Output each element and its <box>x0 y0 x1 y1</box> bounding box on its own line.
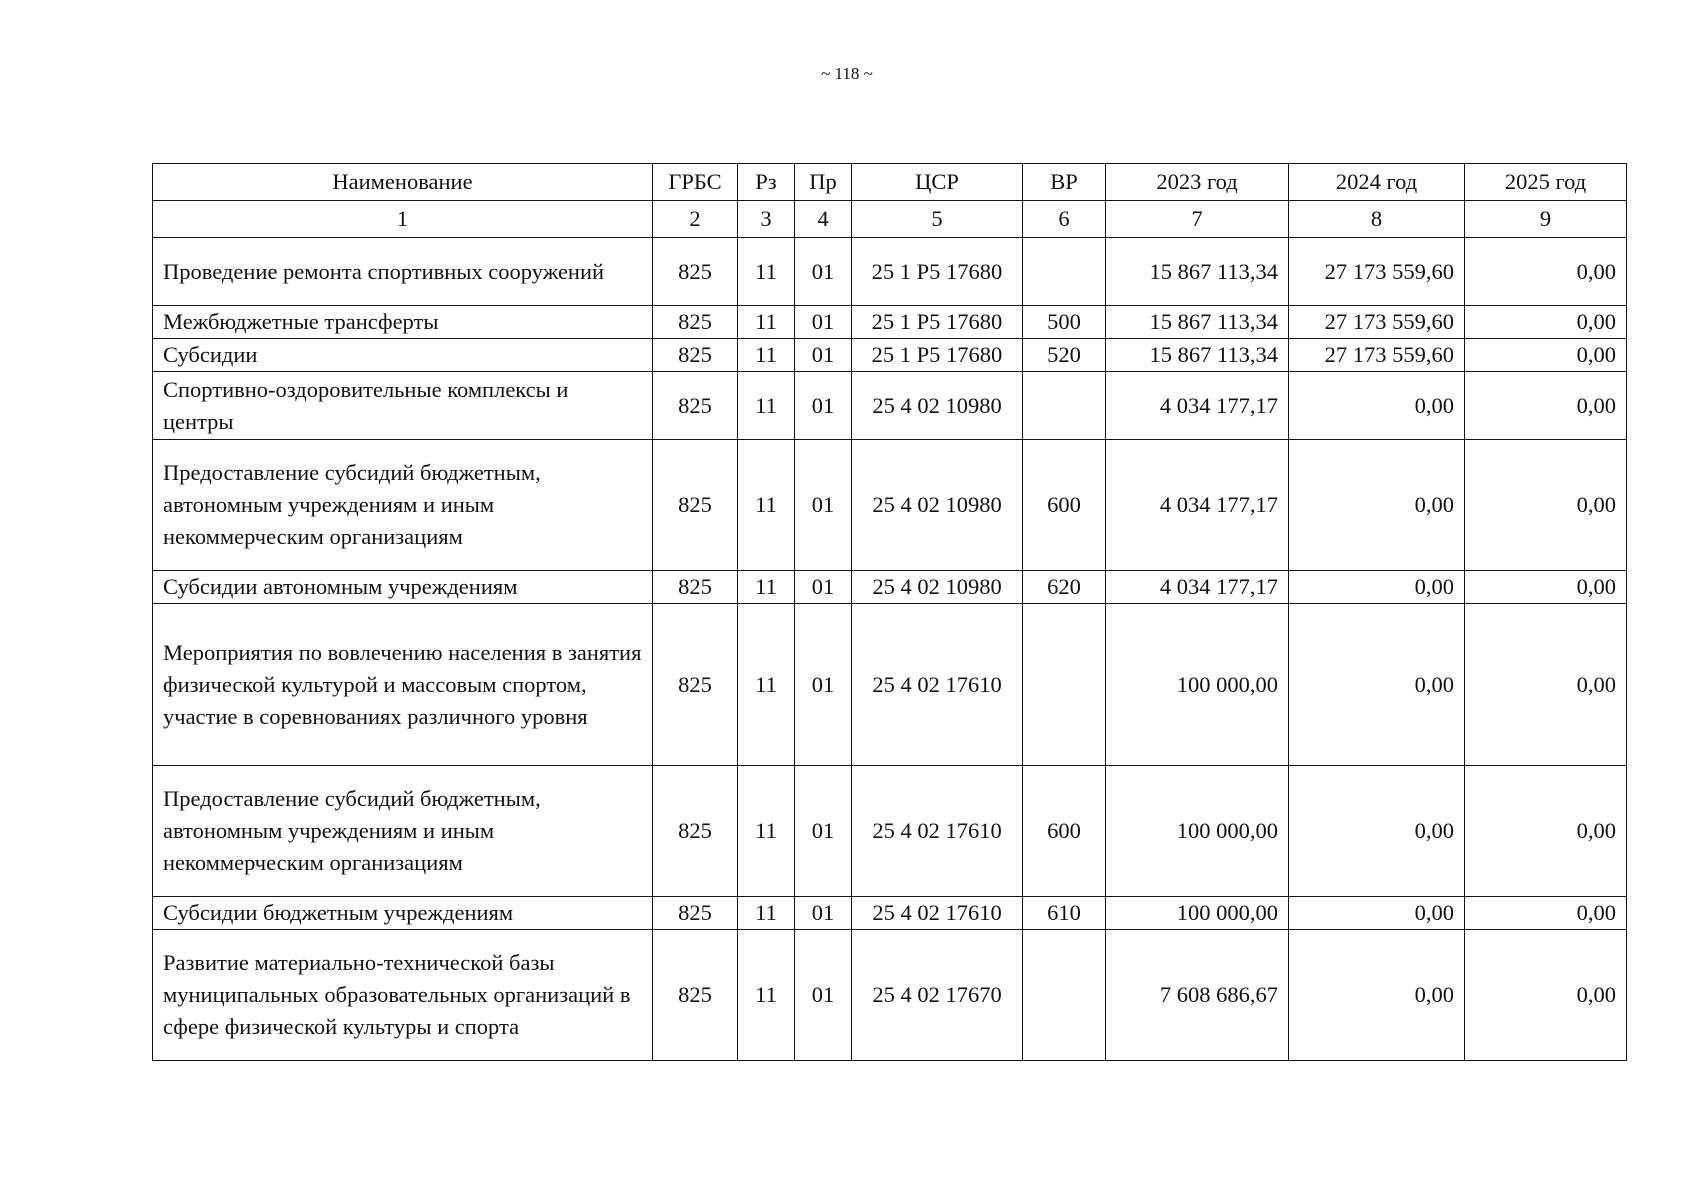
row-2023: 4 034 177,17 <box>1106 571 1289 604</box>
row-2025: 0,00 <box>1465 930 1627 1061</box>
row-2023: 100 000,00 <box>1106 897 1289 930</box>
row-2025: 0,00 <box>1465 440 1627 571</box>
row-2024: 27 173 559,60 <box>1289 238 1465 306</box>
row-pr: 01 <box>795 571 852 604</box>
row-2023: 100 000,00 <box>1106 766 1289 897</box>
row-pr: 01 <box>795 306 852 339</box>
row-pr: 01 <box>795 440 852 571</box>
row-rz: 11 <box>738 930 795 1061</box>
row-vr <box>1023 372 1106 440</box>
table-row <box>153 372 1627 440</box>
row-pr: 01 <box>795 339 852 372</box>
column-number: 2 <box>653 201 738 238</box>
row-csr: 25 4 02 10980 <box>852 571 1023 604</box>
row-2024: 27 173 559,60 <box>1289 306 1465 339</box>
page-number: ~ 118 ~ <box>821 64 873 83</box>
row-pr: 01 <box>795 604 852 766</box>
row-2023: 4 034 177,17 <box>1106 440 1289 571</box>
row-csr: 25 4 02 17610 <box>852 897 1023 930</box>
row-csr: 25 4 02 10980 <box>852 440 1023 571</box>
header-rz: Рз <box>738 164 795 201</box>
row-2023: 15 867 113,34 <box>1106 306 1289 339</box>
row-2025: 0,00 <box>1465 339 1627 372</box>
row-rz: 11 <box>738 339 795 372</box>
row-rz: 11 <box>738 238 795 306</box>
table-row <box>153 897 1627 930</box>
row-2023: 15 867 113,34 <box>1106 238 1289 306</box>
row-vr: 520 <box>1023 339 1106 372</box>
column-number: 6 <box>1023 201 1106 238</box>
row-2025: 0,00 <box>1465 571 1627 604</box>
row-grbs: 825 <box>653 897 738 930</box>
row-csr: 25 4 02 17670 <box>852 930 1023 1061</box>
row-vr <box>1023 930 1106 1061</box>
row-2024: 0,00 <box>1289 372 1465 440</box>
row-vr <box>1023 604 1106 766</box>
row-name: Развитие материально-технической базы муниципальных образовательных организаций в сфере физической культуры и спорта <box>153 930 653 1061</box>
row-2023: 4 034 177,17 <box>1106 372 1289 440</box>
row-grbs: 825 <box>653 930 738 1061</box>
row-grbs: 825 <box>653 306 738 339</box>
row-2024: 0,00 <box>1289 930 1465 1061</box>
column-number: 7 <box>1106 201 1289 238</box>
row-2025: 0,00 <box>1465 306 1627 339</box>
row-2024: 0,00 <box>1289 897 1465 930</box>
row-vr: 610 <box>1023 897 1106 930</box>
row-pr: 01 <box>795 372 852 440</box>
row-2025: 0,00 <box>1465 766 1627 897</box>
column-number: 9 <box>1465 201 1627 238</box>
header-2023: 2023 год <box>1106 164 1289 201</box>
row-vr: 620 <box>1023 571 1106 604</box>
row-name: Предоставление субсидий бюджетным, автономным учреждениям и иным некоммерческим организациям <box>153 766 653 897</box>
column-number: 4 <box>795 201 852 238</box>
row-2024: 0,00 <box>1289 571 1465 604</box>
row-pr: 01 <box>795 238 852 306</box>
row-grbs: 825 <box>653 766 738 897</box>
row-name: Спортивно-оздоровительные комплексы и центры <box>153 372 653 440</box>
row-2023: 7 608 686,67 <box>1106 930 1289 1061</box>
row-2025: 0,00 <box>1465 238 1627 306</box>
row-rz: 11 <box>738 897 795 930</box>
row-rz: 11 <box>738 372 795 440</box>
row-name: Предоставление субсидий бюджетным, автономным учреждениям и иным некоммерческим организациям <box>153 440 653 571</box>
row-vr: 600 <box>1023 766 1106 897</box>
row-name: Субсидии бюджетным учреждениям <box>153 897 653 930</box>
row-name: Субсидии автономным учреждениям <box>153 571 653 604</box>
row-pr: 01 <box>795 766 852 897</box>
row-csr: 25 1 P5 17680 <box>852 339 1023 372</box>
row-csr: 25 1 P5 17680 <box>852 238 1023 306</box>
row-grbs: 825 <box>653 339 738 372</box>
row-rz: 11 <box>738 306 795 339</box>
row-2024: 27 173 559,60 <box>1289 339 1465 372</box>
row-2025: 0,00 <box>1465 372 1627 440</box>
header-grbs: ГРБС <box>653 164 738 201</box>
row-rz: 11 <box>738 604 795 766</box>
header-2025: 2025 год <box>1465 164 1627 201</box>
table-row <box>153 604 1627 766</box>
row-2024: 0,00 <box>1289 766 1465 897</box>
column-number: 5 <box>852 201 1023 238</box>
column-number: 3 <box>738 201 795 238</box>
column-number: 1 <box>153 201 653 238</box>
column-number-row <box>153 201 1627 238</box>
row-csr: 25 4 02 17610 <box>852 766 1023 897</box>
row-csr: 25 4 02 10980 <box>852 372 1023 440</box>
row-grbs: 825 <box>653 238 738 306</box>
row-grbs: 825 <box>653 440 738 571</box>
row-vr: 600 <box>1023 440 1106 571</box>
row-rz: 11 <box>738 571 795 604</box>
row-rz: 11 <box>738 766 795 897</box>
row-2025: 0,00 <box>1465 897 1627 930</box>
header-row <box>153 164 1627 201</box>
table-row <box>153 766 1627 897</box>
row-vr: 500 <box>1023 306 1106 339</box>
row-name: Проведение ремонта спортивных сооружений <box>153 238 653 306</box>
row-vr <box>1023 238 1106 306</box>
header-pr: Пр <box>795 164 852 201</box>
row-2025: 0,00 <box>1465 604 1627 766</box>
row-csr: 25 1 P5 17680 <box>852 306 1023 339</box>
table-row <box>153 238 1627 306</box>
row-2023: 15 867 113,34 <box>1106 339 1289 372</box>
table-row <box>153 306 1627 339</box>
table-row <box>153 571 1627 604</box>
table-row <box>153 930 1627 1061</box>
row-pr: 01 <box>795 897 852 930</box>
row-grbs: 825 <box>653 571 738 604</box>
row-name: Мероприятия по вовлечению населения в занятия физической культурой и массовым спортом, участие в соревнованиях различного уровня <box>153 604 653 766</box>
row-name: Субсидии <box>153 339 653 372</box>
row-name: Межбюджетные трансферты <box>153 306 653 339</box>
row-2024: 0,00 <box>1289 440 1465 571</box>
header-name: Наименование <box>153 164 653 201</box>
row-csr: 25 4 02 17610 <box>852 604 1023 766</box>
row-pr: 01 <box>795 930 852 1061</box>
row-rz: 11 <box>738 440 795 571</box>
header-2024: 2024 год <box>1289 164 1465 201</box>
row-2023: 100 000,00 <box>1106 604 1289 766</box>
row-grbs: 825 <box>653 604 738 766</box>
column-number: 8 <box>1289 201 1465 238</box>
table-row <box>153 339 1627 372</box>
row-grbs: 825 <box>653 372 738 440</box>
header-vr: ВР <box>1023 164 1106 201</box>
budget-table <box>152 163 1627 1061</box>
header-csr: ЦСР <box>852 164 1023 201</box>
row-2024: 0,00 <box>1289 604 1465 766</box>
table-row <box>153 440 1627 571</box>
